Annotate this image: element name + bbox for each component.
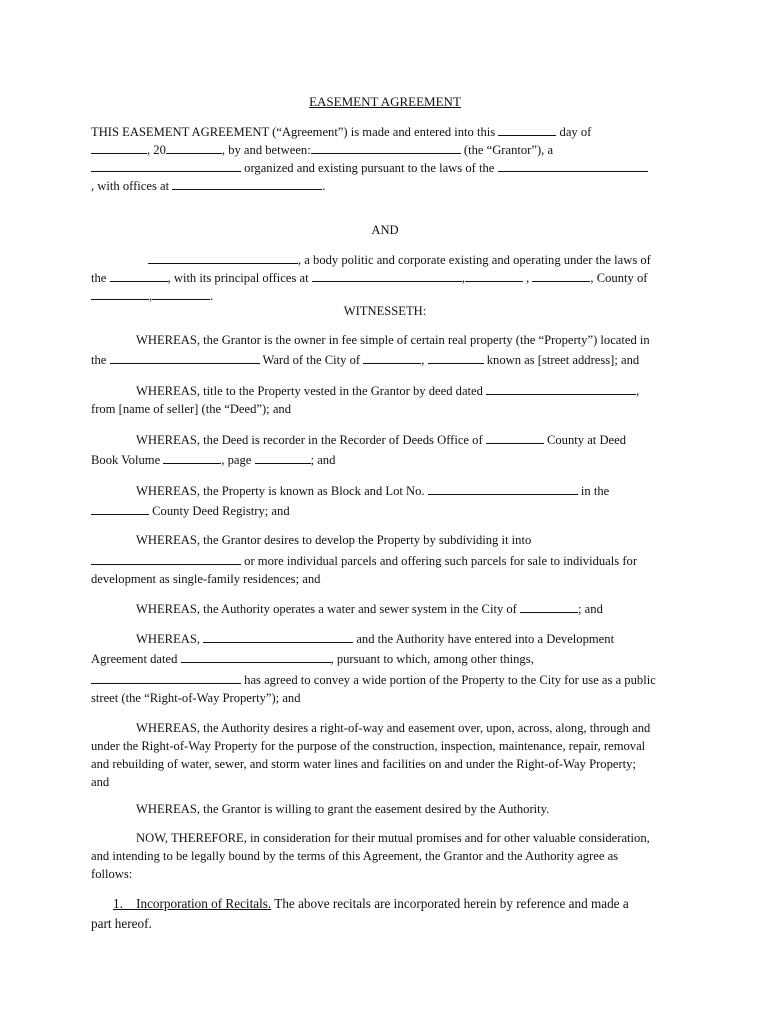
section-1-number: 1. [113,896,123,911]
intro-text: day of [559,125,592,139]
whereas-text: , pursuant to which, among other things, [330,652,534,666]
whereas-text: has agreed to convey a wide portion of the Property to the City for use as a public [244,673,656,687]
authority-city-name-blank[interactable] [520,600,578,613]
whereas-7-line-3 [91,671,681,689]
whereas-text: in the [580,484,610,498]
whereas-text: WHEREAS, the Deed is recorder in the Recorder of Deeds Office of [136,433,483,447]
whereas-text: ; and [578,602,603,616]
developer-blank[interactable] [203,630,353,643]
whereas-2 [91,382,681,418]
whereas-1 [91,331,681,369]
whereas-text: Agreement dated [91,652,178,666]
intro-line-4 [91,177,681,195]
whereas-7-line-1 [91,630,681,648]
now-line-1: NOW, THEREFORE, in consideration for their mutual promises and for other valuable consideration, [136,831,650,845]
county-blank[interactable] [91,287,149,300]
intro-text: , with offices at [91,179,170,193]
whereas-5 [91,531,681,588]
authority-text: , [526,271,530,285]
intro-text: , 20 [147,143,166,157]
whereas-text: known as [street address]; and [486,353,640,367]
whereas-text: WHEREAS, the Authority operates a water and sewer system in the City of [136,602,517,616]
city-blank[interactable] [363,351,421,364]
now-therefore-paragraph [91,829,681,883]
whereas-2-line-2: from [name of seller] (the “Deed”); and [91,402,291,416]
whereas-5-line-3: development as single-family residences; and [91,572,321,586]
and-heading: AND [371,223,399,237]
authority-name-blank[interactable] [148,251,298,264]
authority-text: , [461,271,465,285]
whereas-8-line-3: and rebuilding of water, sewer, and storm water lines and facilities on and under the Right-of-Way Property; [91,757,636,771]
whereas-5-line-2 [91,552,681,570]
authority-line-1 [91,251,681,269]
section-1-line-1 [91,894,681,914]
whereas-4 [91,482,681,520]
section-1-heading [113,896,271,911]
authority-city-blank[interactable] [465,269,523,282]
intro-line-1 [91,123,681,141]
intro-paragraph [91,123,681,195]
whereas-text: ; and [310,453,336,467]
whereas-text: WHEREAS, [136,632,201,646]
year-blank[interactable] [166,141,222,154]
authority-text: , with its principal offices at [167,271,309,285]
intro-text: THIS EASEMENT AGREEMENT (“Agreement”) is made and entered into this [91,125,496,139]
whereas-8-line-2: under the Right-of-Way Property for the purpose of the construction, inspection, maintenance, repair, removal [91,739,646,753]
grantor-name-blank[interactable] [311,141,461,154]
whereas-text: the [91,353,107,367]
whereas-4-line-2 [91,502,681,520]
agreement-date-blank[interactable] [181,650,331,663]
whereas-9 [91,800,681,818]
intro-line-2 [91,141,681,159]
block-lot-blank[interactable] [428,482,578,495]
whereas-8-line-1: WHEREAS, the Authority desires a right-of-way and easement over, upon, across, along, through and [136,721,651,735]
whereas-6-line-1 [91,600,681,618]
entity-type-blank[interactable] [91,159,241,172]
whereas-6 [91,600,681,618]
whereas-5-line-1: WHEREAS, the Grantor desires to develop the Property by subdividing it into [136,533,532,547]
whereas-text: or more individual parcels and offering such parcels for sale to individuals for [244,554,638,568]
whereas-3-line-2 [91,451,681,469]
whereas-7 [91,630,681,707]
month-blank[interactable] [91,141,147,154]
authority-text: , a body politic and corporate existing and operating under the laws of [298,253,651,267]
county-state-blank[interactable] [152,287,210,300]
deed-county-blank[interactable] [486,431,544,444]
ward-blank[interactable] [110,351,260,364]
whereas-text: , [636,384,640,398]
intro-text: . [322,179,326,193]
authority-text: , [149,289,153,303]
authority-paragraph [91,251,681,305]
intro-line-3 [91,159,681,177]
book-volume-blank[interactable] [163,451,221,464]
section-1 [91,894,681,934]
whereas-text: WHEREAS, title to the Property vested in the Grantor by deed dated [136,384,483,398]
authority-state-blank[interactable] [110,269,168,282]
whereas-7-line-4: street (the “Right-of-Way Property”); and [91,691,301,705]
deed-date-blank[interactable] [486,382,636,395]
whereas-text: and the Authority have entered into a Development [356,632,615,646]
whereas-9-line-1: WHEREAS, the Grantor is willing to grant the easement desired by the Authority. [136,802,550,816]
whereas-text: County Deed Registry; and [152,504,290,518]
grantor-address-blank[interactable] [172,177,322,190]
authority-street-blank[interactable] [312,269,462,282]
authority-text: the [91,271,107,285]
whereas-1-line-1: WHEREAS, the Grantor is the owner in fee simple of certain real property (the “Property”) located in [136,333,650,347]
whereas-text: WHEREAS, the Property is known as Block and Lot No. [136,484,425,498]
whereas-7-line-2 [91,650,681,668]
whereas-8-line-4: and [91,775,110,789]
authority-line-2 [91,269,681,287]
city-state-blank[interactable] [428,351,484,364]
authority-zip-blank[interactable] [532,269,590,282]
whereas-text: Ward of the City of [262,353,361,367]
registry-county-blank[interactable] [91,502,149,515]
whereas-text: , page [221,453,252,467]
section-1-title: Incorporation of Recitals. [136,896,272,911]
intro-text: organized and existing pursuant to the laws of the [244,161,495,175]
whereas-2-line-1 [91,382,681,400]
intro-text: , by and between: [221,143,311,157]
now-line-3: follows: [91,867,133,881]
whereas-text: , [421,353,425,367]
whereas-3 [91,431,681,469]
whereas-text: Book Volume [91,453,161,467]
section-1-line-2: part hereof. [91,916,152,931]
authority-text: . [210,289,214,303]
whereas-8 [91,719,681,791]
section-1-text: The above recitals are incorporated herein by reference and made a [271,896,629,911]
day-blank[interactable] [498,123,556,136]
state-blank[interactable] [498,159,648,172]
witnesseth-heading: WITNESSETH: [343,304,427,318]
whereas-1-line-2 [91,351,681,369]
whereas-4-line-1 [91,482,681,500]
conveying-party-blank[interactable] [91,671,241,684]
authority-text: , County of [590,271,648,285]
whereas-3-line-1 [91,431,681,449]
page-blank[interactable] [255,451,311,464]
parcel-count-blank[interactable] [91,552,241,565]
now-line-2: and intending to be legally bound by the terms of this Agreement, the Grantor and the Authority agree as [91,849,619,863]
whereas-text: County at Deed [546,433,627,447]
document-title: EASEMENT AGREEMENT [309,94,461,109]
intro-text: (the “Grantor”), a [463,143,554,157]
